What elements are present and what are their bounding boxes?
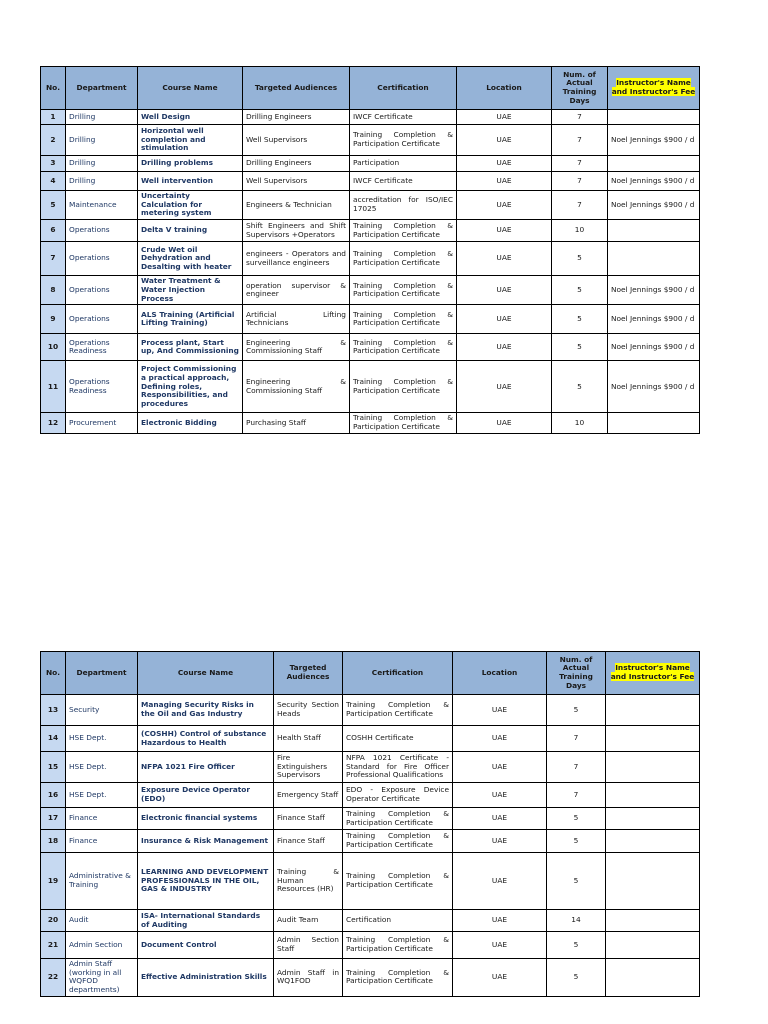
cell-department: Drilling [66, 125, 138, 156]
cell-certification: IWCF Certificate [350, 172, 457, 191]
header-no: No. [41, 67, 66, 110]
cell-instructor: Noel Jennings $900 / d [608, 172, 700, 191]
cell-certification: accreditation for ISO/IEC 17025 [350, 191, 457, 220]
cell-training-days: 7 [552, 156, 608, 172]
cell-certification: Training Completion & Participation Certificate [350, 334, 457, 361]
cell-certification: Training Completion & Participation Certificate [343, 830, 453, 853]
cell-training-days: 7 [547, 726, 606, 752]
table-row [41, 783, 700, 808]
cell-location: UAE [457, 172, 552, 191]
cell-targeted-audience: Finance Staff [274, 808, 343, 830]
cell-course-name: Electronic Bidding [138, 413, 243, 433]
cell-course-name: Process plant, Start up, And Commissioning [138, 334, 243, 361]
cell-location: UAE [453, 808, 547, 830]
cell-department: Operations Readiness [66, 361, 138, 413]
cell-department: Procurement [66, 413, 138, 433]
cell-location: UAE [457, 156, 552, 172]
cell-training-days: 5 [552, 361, 608, 413]
cell-training-days: 7 [552, 125, 608, 156]
cell-training-days: 5 [547, 695, 606, 726]
cell-targeted-audience: Well Supervisors [243, 125, 350, 156]
cell-department: Operations [66, 276, 138, 305]
table-header-row [41, 652, 700, 695]
cell-certification: Training Completion & Participation Certificate [350, 305, 457, 334]
cell-location: UAE [457, 305, 552, 334]
cell-no: 12 [41, 413, 66, 433]
cell-location: UAE [453, 695, 547, 726]
cell-location: UAE [457, 110, 552, 125]
cell-location: UAE [453, 830, 547, 853]
cell-course-name: Managing Security Risks in the Oil and Gas Industry [138, 695, 274, 726]
header-instructor [606, 652, 700, 695]
cell-targeted-audience: Engineering & Commissioning Staff [243, 361, 350, 413]
cell-location: UAE [457, 125, 552, 156]
cell-certification: IWCF Certificate [350, 110, 457, 125]
cell-location: UAE [457, 191, 552, 220]
cell-no: 14 [41, 726, 66, 752]
cell-training-days: 7 [547, 752, 606, 783]
cell-course-name: Delta V training [138, 220, 243, 242]
cell-certification: NFPA 1021 Certificate - Standard for Fire Officer Professional Qualifications [343, 752, 453, 783]
cell-no: 20 [41, 910, 66, 932]
cell-course-name: Crude Wet oil Dehydration and Desalting with heater [138, 242, 243, 276]
cell-location: UAE [453, 853, 547, 910]
cell-training-days: 5 [552, 242, 608, 276]
cell-certification: Participation [350, 156, 457, 172]
table-row [41, 910, 700, 932]
cell-targeted-audience: Admin Staff in WQ1FOD [274, 959, 343, 997]
cell-department: Operations [66, 242, 138, 276]
cell-course-name: Well Design [138, 110, 243, 125]
cell-no: 17 [41, 808, 66, 830]
header-certification: Certification [350, 67, 457, 110]
cell-targeted-audience: Audit Team [274, 910, 343, 932]
cell-course-name: Exposure Device Operator (EDO) [138, 783, 274, 808]
training-table-2 [40, 651, 700, 997]
cell-location: UAE [453, 726, 547, 752]
cell-location: UAE [453, 959, 547, 997]
cell-department: HSE Dept. [66, 726, 138, 752]
cell-no: 3 [41, 156, 66, 172]
cell-no: 16 [41, 783, 66, 808]
cell-instructor: Noel Jennings $900 / d [608, 191, 700, 220]
cell-certification: Training Completion & Participation Certificate [350, 413, 457, 433]
cell-location: UAE [457, 413, 552, 433]
cell-department: Drilling [66, 172, 138, 191]
table-row [41, 808, 700, 830]
header-instructor [608, 67, 700, 110]
cell-certification: Training Completion & Participation Certificate [350, 220, 457, 242]
header-course-name: Course Name [138, 652, 274, 695]
cell-instructor [608, 220, 700, 242]
cell-training-days: 7 [547, 783, 606, 808]
cell-targeted-audience: engineers - Operators and surveillance engineers [243, 242, 350, 276]
cell-location: UAE [457, 334, 552, 361]
cell-department: Drilling [66, 110, 138, 125]
table-row [41, 361, 700, 413]
training-table-1 [40, 66, 700, 434]
cell-no: 21 [41, 932, 66, 959]
cell-targeted-audience: Artificial Lifting Technicians [243, 305, 350, 334]
cell-department: Finance [66, 830, 138, 853]
cell-location: UAE [457, 242, 552, 276]
header-targeted-audiences: Targeted Audiences [274, 652, 343, 695]
table-row [41, 959, 700, 997]
cell-training-days: 5 [552, 334, 608, 361]
cell-instructor [606, 830, 700, 853]
cell-course-name: NFPA 1021 Fire Officer [138, 752, 274, 783]
cell-targeted-audience: Security Section Heads [274, 695, 343, 726]
cell-certification: Training Completion & Participation Certificate [343, 808, 453, 830]
cell-instructor: Noel Jennings $900 / d [608, 334, 700, 361]
cell-certification: COSHH Certificate [343, 726, 453, 752]
cell-course-name: Well intervention [138, 172, 243, 191]
cell-targeted-audience: Purchasing Staff [243, 413, 350, 433]
cell-department: Drilling [66, 156, 138, 172]
cell-instructor [606, 808, 700, 830]
cell-no: 10 [41, 334, 66, 361]
cell-no: 22 [41, 959, 66, 997]
table-row [41, 110, 700, 125]
cell-targeted-audience: Training & Human Resources (HR) [274, 853, 343, 910]
cell-course-name: ALS Training (Artificial Lifting Training) [138, 305, 243, 334]
cell-department: Maintenance [66, 191, 138, 220]
cell-course-name: Drilling problems [138, 156, 243, 172]
cell-targeted-audience: Emergency Staff [274, 783, 343, 808]
cell-certification: Training Completion & Participation Certificate [350, 125, 457, 156]
cell-department: HSE Dept. [66, 783, 138, 808]
table-row [41, 830, 700, 853]
cell-targeted-audience: Shift Engineers and Shift Supervisors +Operators [243, 220, 350, 242]
cell-certification: Training Completion & Participation Certificate [350, 276, 457, 305]
cell-location: UAE [453, 910, 547, 932]
cell-department: Security [66, 695, 138, 726]
table-row [41, 726, 700, 752]
cell-instructor [606, 853, 700, 910]
cell-instructor: Noel Jennings $900 / d [608, 276, 700, 305]
header-department: Department [66, 67, 138, 110]
header-training-days: Num. of Actual Training Days [552, 67, 608, 110]
header-instructor-label: Instructor's Name and Instructor's Fee [611, 78, 696, 96]
cell-no: 15 [41, 752, 66, 783]
cell-training-days: 7 [552, 110, 608, 125]
cell-course-name: Project Commissioning a practical approach, Defining roles, Responsibilities, and procedures [138, 361, 243, 413]
cell-department: Operations [66, 220, 138, 242]
cell-department: Finance [66, 808, 138, 830]
cell-location: UAE [453, 783, 547, 808]
cell-no: 9 [41, 305, 66, 334]
cell-no: 4 [41, 172, 66, 191]
cell-instructor [606, 932, 700, 959]
cell-no: 2 [41, 125, 66, 156]
cell-location: UAE [453, 752, 547, 783]
table-row [41, 853, 700, 910]
cell-instructor [606, 752, 700, 783]
table-row [41, 695, 700, 726]
cell-instructor [606, 695, 700, 726]
cell-course-name: Document Control [138, 932, 274, 959]
cell-no: 5 [41, 191, 66, 220]
cell-targeted-audience: Drilling Engineers [243, 156, 350, 172]
cell-certification: Training Completion & Participation Certificate [343, 959, 453, 997]
cell-department: Administrative & Training [66, 853, 138, 910]
cell-instructor: Noel Jennings $900 / d [608, 361, 700, 413]
cell-no: 7 [41, 242, 66, 276]
cell-targeted-audience: Drilling Engineers [243, 110, 350, 125]
cell-training-days: 5 [552, 276, 608, 305]
cell-instructor [608, 110, 700, 125]
table-row [41, 156, 700, 172]
cell-course-name: (COSHH) Control of substance Hazardous to Health [138, 726, 274, 752]
table-row [41, 191, 700, 220]
cell-certification: EDO - Exposure Device Operator Certificate [343, 783, 453, 808]
cell-targeted-audience: Finance Staff [274, 830, 343, 853]
cell-no: 18 [41, 830, 66, 853]
header-course-name: Course Name [138, 67, 243, 110]
cell-instructor [606, 726, 700, 752]
cell-instructor [606, 783, 700, 808]
cell-location: UAE [457, 276, 552, 305]
cell-course-name: Uncertainty Calculation for metering system [138, 191, 243, 220]
cell-training-days: 5 [547, 853, 606, 910]
cell-certification: Training Completion & Participation Certificate [350, 242, 457, 276]
cell-course-name: Electronic financial systems [138, 808, 274, 830]
cell-certification: Training Completion & Participation Certificate [350, 361, 457, 413]
cell-no: 6 [41, 220, 66, 242]
cell-training-days: 7 [552, 191, 608, 220]
cell-training-days: 5 [547, 932, 606, 959]
cell-certification: Certification [343, 910, 453, 932]
cell-location: UAE [453, 932, 547, 959]
header-certification: Certification [343, 652, 453, 695]
cell-targeted-audience: operation supervisor & engineer [243, 276, 350, 305]
header-department: Department [66, 652, 138, 695]
table-row [41, 125, 700, 156]
table-row [41, 334, 700, 361]
table-row [41, 172, 700, 191]
cell-targeted-audience: Well Supervisors [243, 172, 350, 191]
cell-course-name: Insurance & Risk Management [138, 830, 274, 853]
header-targeted-audiences: Targeted Audiences [243, 67, 350, 110]
cell-instructor [608, 156, 700, 172]
cell-training-days: 14 [547, 910, 606, 932]
cell-course-name: ISA- International Standards of Auditing [138, 910, 274, 932]
cell-training-days: 5 [547, 808, 606, 830]
cell-certification: Training Completion & Participation Certificate [343, 695, 453, 726]
cell-targeted-audience: Engineering & Commissioning Staff [243, 334, 350, 361]
cell-department: Admin Section [66, 932, 138, 959]
cell-instructor [606, 959, 700, 997]
table-header-row [41, 67, 700, 110]
cell-training-days: 5 [552, 305, 608, 334]
table-row [41, 932, 700, 959]
cell-location: UAE [457, 220, 552, 242]
header-training-days: Num. of Actual Training Days [547, 652, 606, 695]
cell-instructor: Noel Jennings $900 / d [608, 305, 700, 334]
table-row [41, 276, 700, 305]
cell-no: 11 [41, 361, 66, 413]
table-row [41, 242, 700, 276]
cell-targeted-audience: Health Staff [274, 726, 343, 752]
cell-course-name: LEARNING AND DEVELOPMENT PROFESSIONALS IN THE OIL, GAS & INDUSTRY [138, 853, 274, 910]
cell-instructor: Noel Jennings $900 / d [608, 125, 700, 156]
cell-training-days: 7 [552, 172, 608, 191]
header-location: Location [453, 652, 547, 695]
header-instructor-label: Instructor's Name and Instructor's Fee [610, 663, 695, 681]
header-location: Location [457, 67, 552, 110]
cell-targeted-audience: Engineers & Technician [243, 191, 350, 220]
cell-no: 1 [41, 110, 66, 125]
cell-no: 13 [41, 695, 66, 726]
cell-instructor [606, 910, 700, 932]
header-no: No. [41, 652, 66, 695]
cell-training-days: 5 [547, 959, 606, 997]
cell-course-name: Water Treatment & Water Injection Process [138, 276, 243, 305]
cell-training-days: 5 [547, 830, 606, 853]
table-row [41, 752, 700, 783]
table-row [41, 305, 700, 334]
cell-no: 8 [41, 276, 66, 305]
cell-no: 19 [41, 853, 66, 910]
cell-course-name: Effective Administration Skills [138, 959, 274, 997]
cell-certification: Training Completion & Participation Certificate [343, 853, 453, 910]
cell-department: Operations [66, 305, 138, 334]
cell-instructor [608, 413, 700, 433]
cell-targeted-audience: Fire Extinguishers Supervisors [274, 752, 343, 783]
cell-course-name: Horizontal well completion and stimulation [138, 125, 243, 156]
cell-department: Operations Readiness [66, 334, 138, 361]
cell-instructor [608, 242, 700, 276]
cell-location: UAE [457, 361, 552, 413]
cell-department: Admin Staff (working in all WQFOD departments) [66, 959, 138, 997]
cell-training-days: 10 [552, 413, 608, 433]
cell-department: HSE Dept. [66, 752, 138, 783]
cell-targeted-audience: Admin Section Staff [274, 932, 343, 959]
cell-department: Audit [66, 910, 138, 932]
table-row [41, 220, 700, 242]
cell-training-days: 10 [552, 220, 608, 242]
table-row [41, 413, 700, 433]
cell-certification: Training Completion & Participation Certificate [343, 932, 453, 959]
